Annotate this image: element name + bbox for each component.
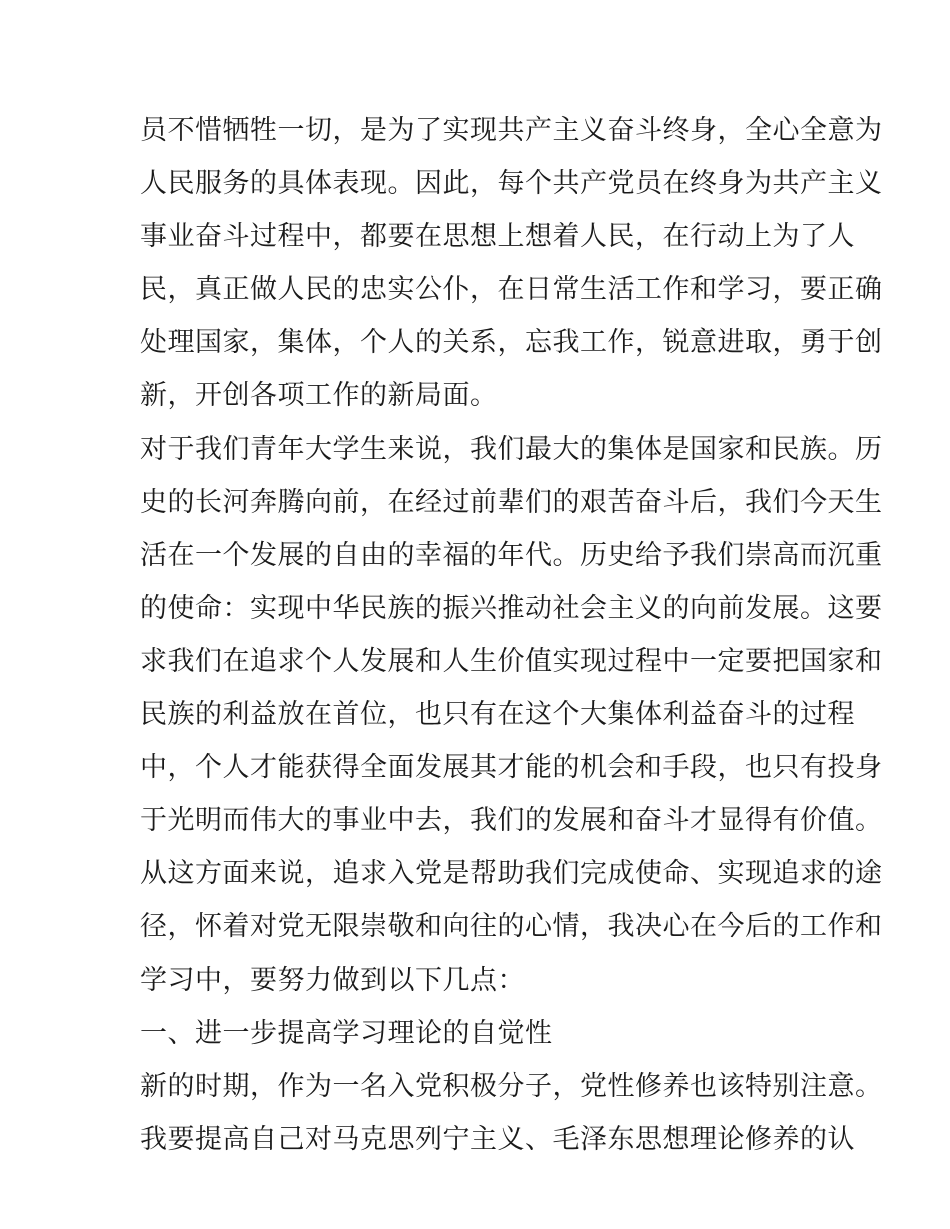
section-heading: 一、进一步提高学习理论的自觉性 [140, 1017, 553, 1049]
text-line: 于光明而伟大的事业中去，我们的发展和奋斗才显得有价值。 [140, 805, 883, 837]
text-line: 求我们在追求个人发展和人生价值实现过程中一定要把国家和 [140, 645, 883, 677]
text-line: 中，个人才能获得全面发展其才能的机会和手段，也只有投身 [140, 752, 883, 784]
text-line: 径，怀着对党无限崇敬和向往的心情，我决心在今后的工作和 [140, 911, 883, 943]
text-line: 民族的利益放在首位，也只有在这个大集体利益奋斗的过程 [140, 699, 855, 731]
body-text [140, 104, 883, 1166]
text-line: 我要提高自己对马克思列宁主义、毛泽东思想理论修养的认 [140, 1123, 855, 1155]
text-line: 民，真正做人民的忠实公仆，在日常生活工作和学习，要正确 [140, 274, 883, 306]
text-line: 人民服务的具体表现。因此，每个共产党员在终身为共产主义 [140, 168, 883, 200]
text-line: 对于我们青年大学生来说，我们最大的集体是国家和民族。历 [140, 433, 883, 465]
text-line: 学习中，要努力做到以下几点： [140, 964, 525, 996]
text-line: 史的长河奔腾向前，在经过前辈们的艰苦奋斗后，我们今天生 [140, 486, 883, 518]
text-line: 新的时期，作为一名入党积极分子，党性修养也该特别注意。 [140, 1070, 883, 1102]
text-line: 事业奋斗过程中，都要在思想上想着人民，在行动上为了人 [140, 221, 855, 253]
text-line: 活在一个发展的自由的幸福的年代。历史给予我们崇高而沉重 [140, 539, 883, 571]
text-line: 员不惜牺牲一切，是为了实现共产主义奋斗终身，全心全意为 [140, 115, 883, 146]
text-line: 新，开创各项工作的新局面。 [140, 380, 498, 412]
text-line: 的使命：实现中华民族的振兴推动社会主义的向前发展。这要 [140, 592, 883, 624]
text-line: 处理国家，集体，个人的关系，忘我工作，锐意进取，勇于创 [140, 327, 883, 359]
text-line: 从这方面来说，追求入党是帮助我们完成使命、实现追求的途 [140, 858, 883, 890]
